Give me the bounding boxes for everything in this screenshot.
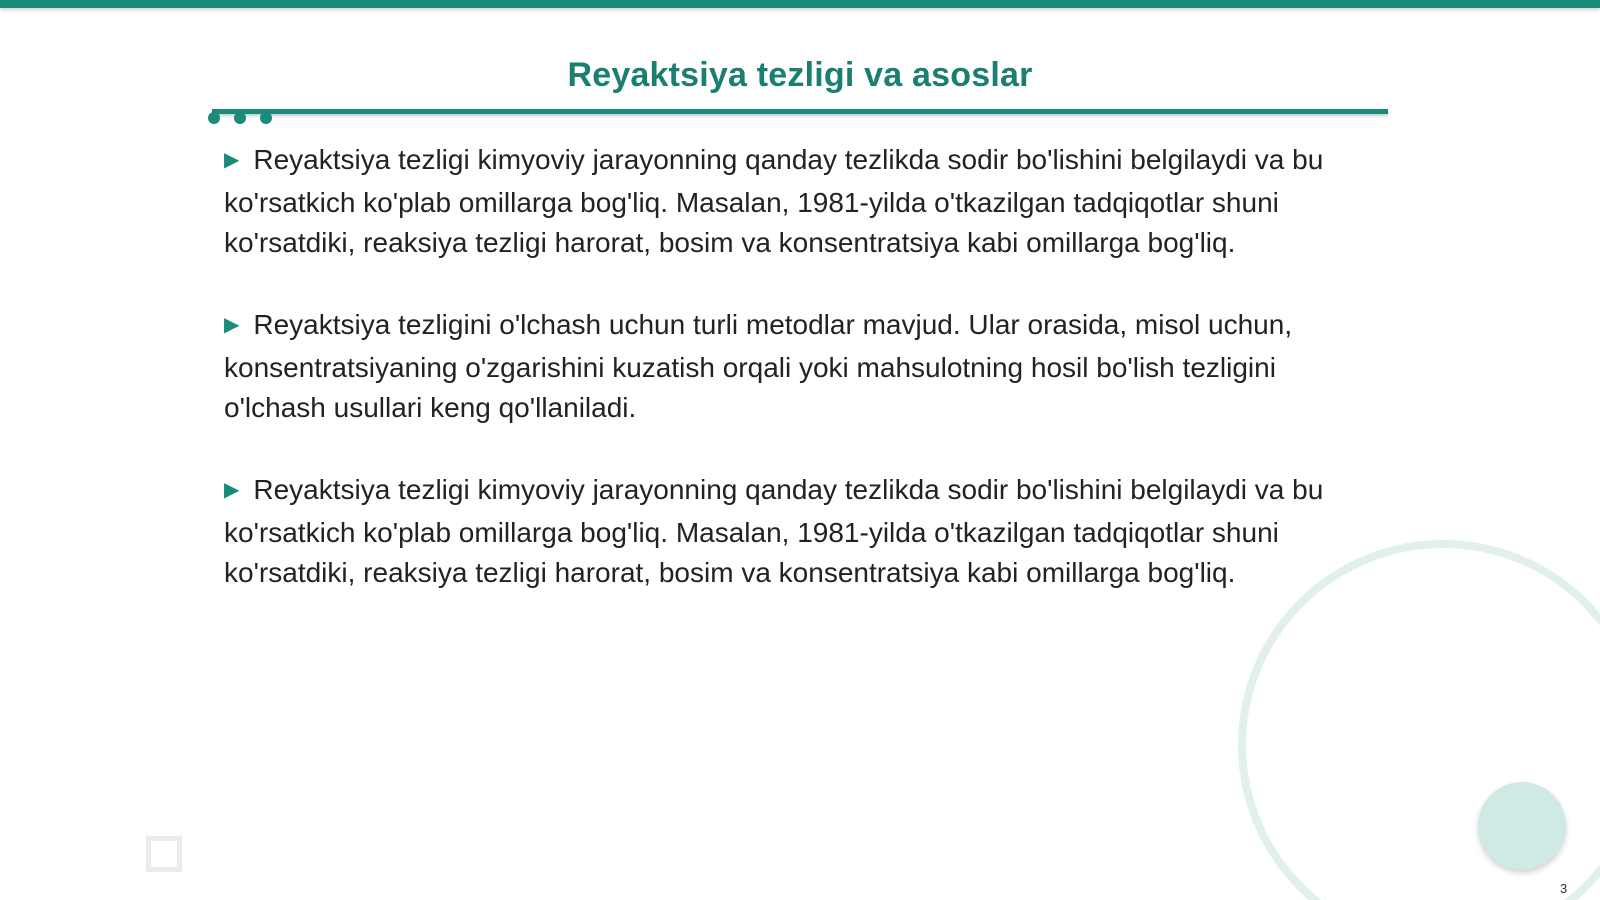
top-accent-bar: [0, 0, 1600, 8]
paragraph-text: Reyaktsiya tezligi kimyoviy jarayonning qanday tezlikda sodir bo'lishini belgilaydi va bu ko'rsatkich ko'plab omillarga bog'liq. Masalan, 1981-yilda o'tkazilgan tadqiqotlar shuni ko'rsatdiki, reaksiya tezligi harorat, bosim va konsentratsiya kabi omillarga bog'liq.: [224, 144, 1324, 258]
bullet-paragraph: [224, 305, 1384, 428]
decorative-circle-filled: [1478, 782, 1566, 870]
slide-title: Reyaktsiya tezligi va asoslar: [567, 56, 1033, 94]
paragraph-text: Reyaktsiya tezligi kimyoviy jarayonning qanday tezlikda sodir bo'lishini belgilaydi va bu ko'rsatkich ko'plab omillarga bog'liq. Masalan, 1981-yilda o'tkazilgan tadqiqotlar shuni ko'rsatdiki, reaksiya tezligi harorat, bosim va konsentratsiya kabi omillarga bog'liq.: [224, 474, 1324, 588]
slide-content: [224, 140, 1384, 635]
triangle-bullet-icon: ▶: [224, 479, 240, 501]
decorative-dot: [208, 112, 220, 124]
title-underline: [212, 109, 1388, 114]
bullet-paragraph: [224, 140, 1384, 263]
triangle-bullet-icon: ▶: [224, 314, 240, 336]
bullet-paragraph: [224, 470, 1384, 593]
decorative-dot: [260, 112, 272, 124]
page-number: 3: [1560, 881, 1568, 896]
triangle-bullet-icon: ▶: [224, 149, 240, 171]
paragraph-text: Reyaktsiya tezligini o'lchash uchun turli metodlar mavjud. Ular orasida, misol uchun, konsentratsiyaning o'zgarishini kuzatish orqali yoki mahsulotning hosil bo'lish tezligini o'lchash usullari keng qo'llaniladi.: [224, 309, 1293, 423]
decorative-square: [146, 836, 182, 872]
decorative-dot: [234, 112, 246, 124]
